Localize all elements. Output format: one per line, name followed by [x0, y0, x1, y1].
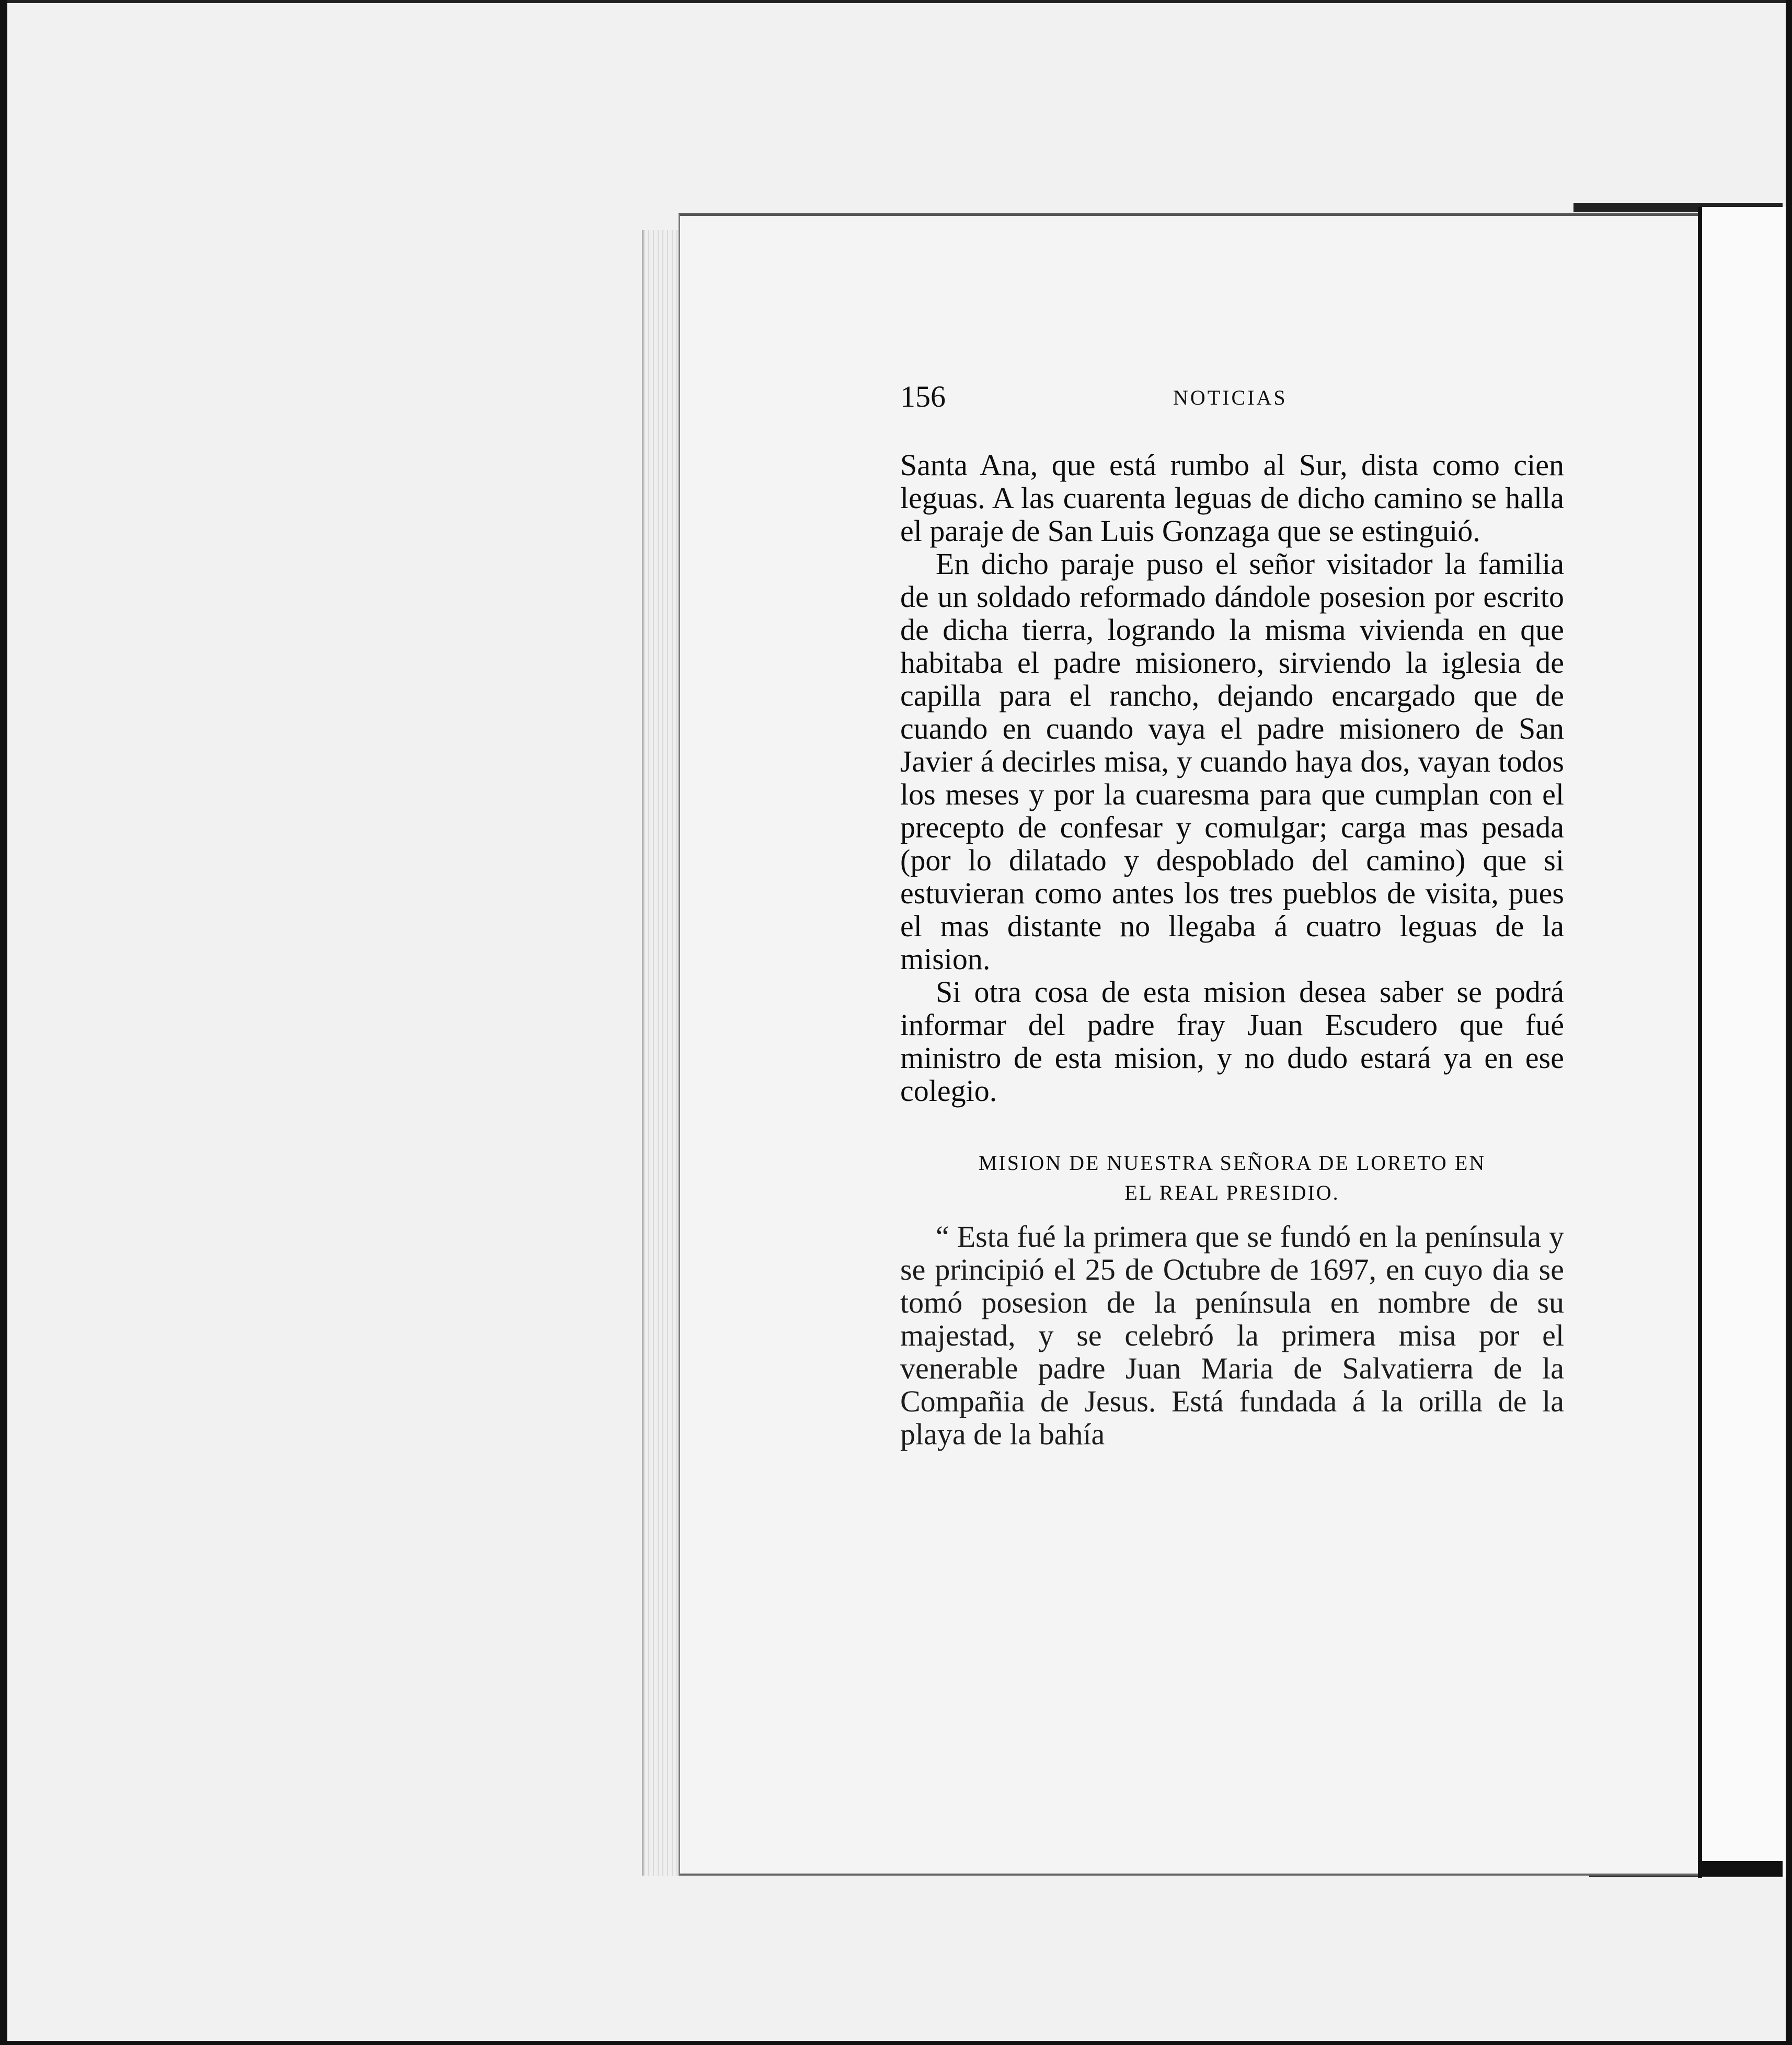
- paragraph-1: Santa Ana, que está rumbo al Sur, dista como cien leguas. A las cuarenta leguas de dicho camino se halla el paraje de San Luis Gonzaga que se estinguió.: [900, 448, 1564, 548]
- scan-edge-bottom: [0, 2041, 1792, 2045]
- book-page-edges: [642, 230, 680, 1876]
- section-heading-line-1: MISION DE NUESTRA SEÑORA DE LORETO EN: [978, 1151, 1486, 1175]
- section-heading: [900, 1148, 1564, 1208]
- running-title: NOTICIAS: [1173, 386, 1288, 409]
- page-number: 156: [900, 380, 946, 413]
- scan-edge-top: [0, 0, 1792, 3]
- facing-page: [1698, 207, 1786, 1878]
- section-paragraph: “ Esta fué la primera que se fundó en la península y se principió el 25 de Octubre de 1697, en cuyo dia se tomó posesion de la península en nombre de su majestad, y se celebró la primera misa por el venerable padre Juan Maria de Salvatierra de la Compañia de Jesus. Está fundada á la orilla de la playa de la bahía: [900, 1220, 1564, 1451]
- body-text: [900, 449, 1564, 1451]
- paragraph-3: Si otra cosa de esta mision desea saber se podrá informar del padre fray Juan Escudero que fué ministro de esta mision, y no dudo estará ya en ese colegio.: [900, 975, 1564, 1108]
- scan-edge-right: [1786, 0, 1792, 2045]
- running-head: [900, 379, 1569, 421]
- scan-edge-left: [0, 0, 7, 2045]
- section-heading-line-2: EL REAL PRESIDIO.: [1124, 1181, 1340, 1204]
- paragraph-2: En dicho paraje puso el señor visitador la familia de un soldado reformado dándole posesion por escrito de dicha tierra, logrando la misma vivienda en que habitaba el padre misionero, sirviendo la iglesia de capilla para el rancho, dejando encargado que de cuando en cuando vaya el padre misionero de San Javier á decirles misa, y cuando haya dos, vayan todos los meses y por la cuaresma para que cumplan con el precepto de confesar y comulgar; carga mas pesada (por lo dilatado y despoblado del camino) que si estuvieran como antes los tres pueblos de visita, pues el mas distante no llegaba á cuatro leguas de la mision.: [900, 547, 1564, 976]
